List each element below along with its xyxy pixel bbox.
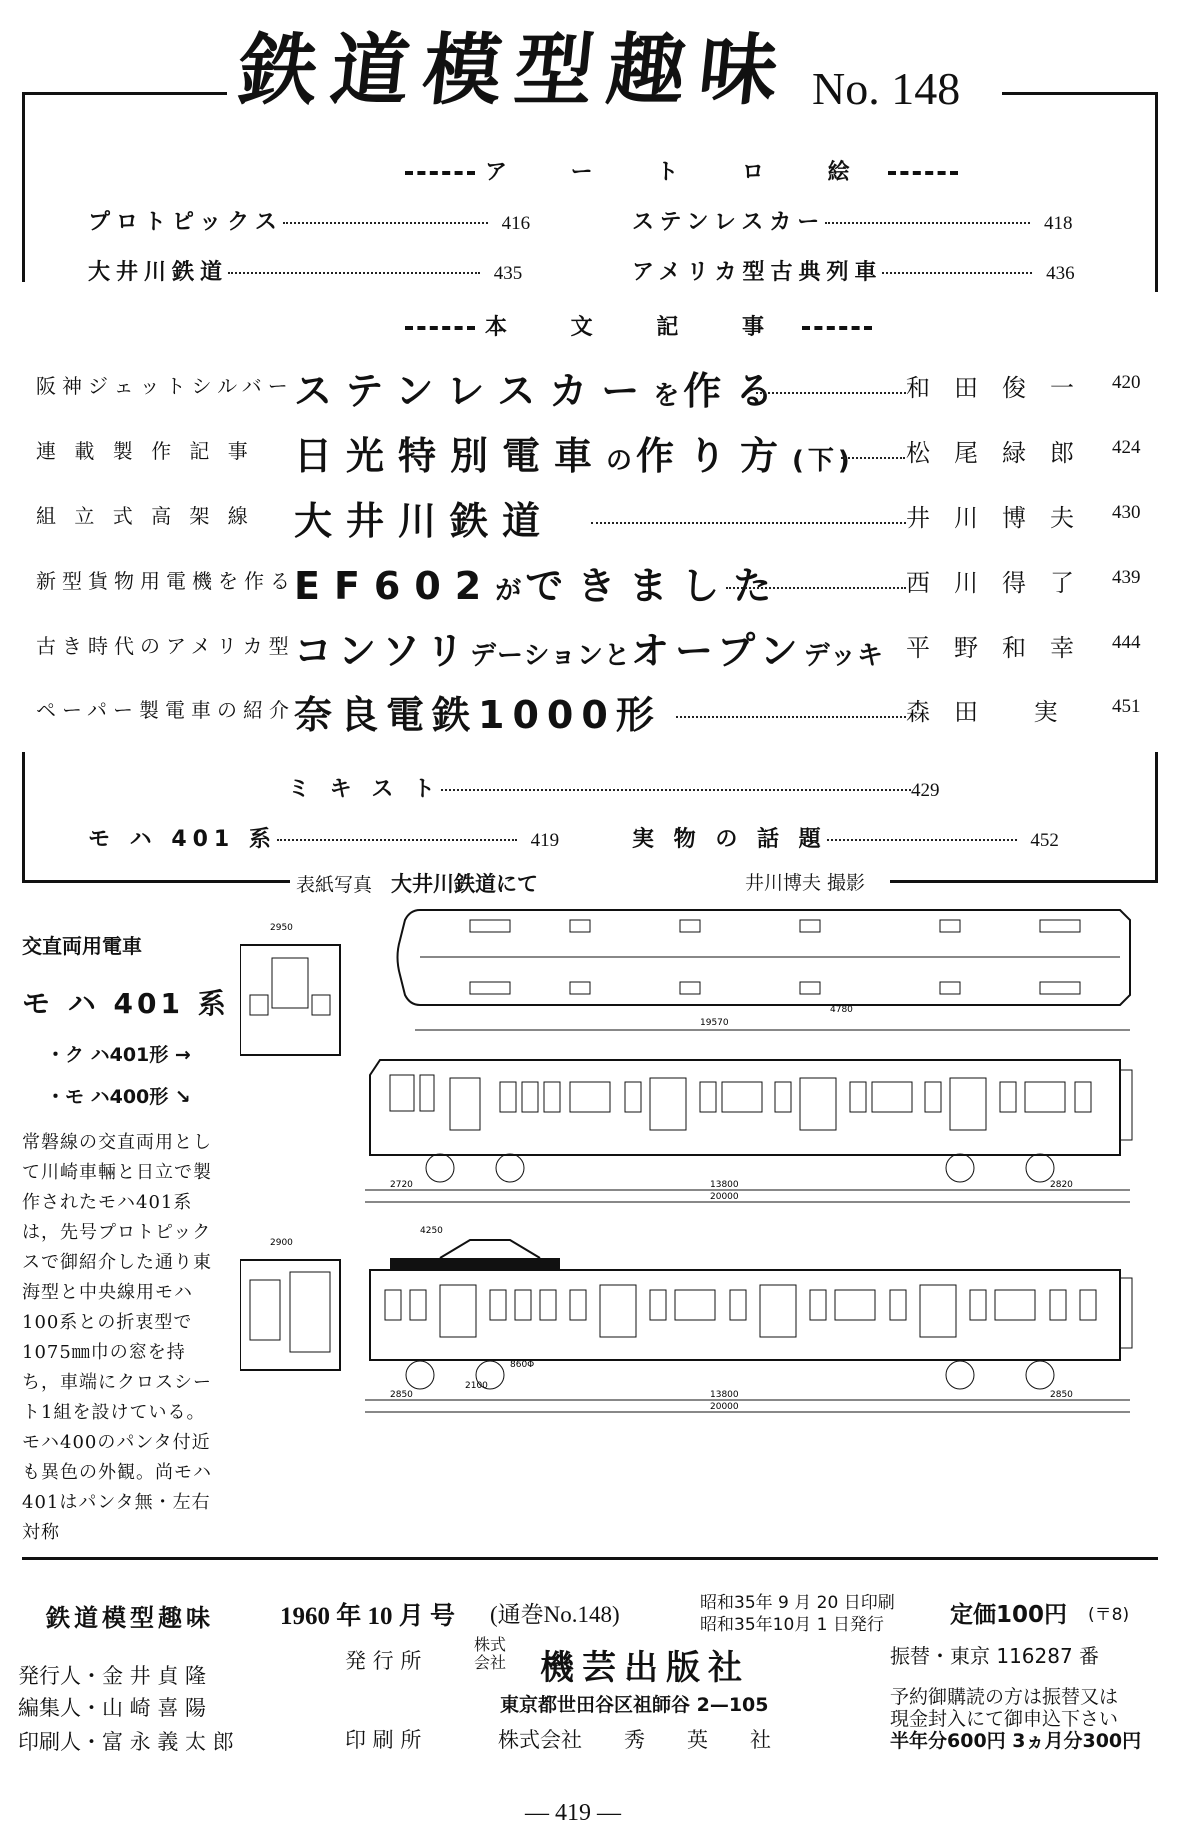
magazine-title: 鉄道模型趣味 [234,26,797,116]
colophon-divider [22,1557,1158,1560]
toc-misc-item[interactable]: ミ キ ス ト 429 [288,777,940,802]
frame-right-lower [1155,752,1158,882]
article-kicker: 古き時代のアメリカ型 [36,634,295,658]
dim-wheelbase: 2100 [465,1381,488,1391]
dim-end4: 2850 [1050,1390,1073,1400]
feature-sub-kuha: ・ク ハ401形 → [46,1044,191,1066]
article-author: 森田 実 [906,698,1082,726]
article-row[interactable] [36,684,1156,744]
colophon-printer: 印刷人・富 永 義 太 郎 [18,1730,234,1754]
colophon-company-prefix: 株式会社 [474,1635,507,1672]
dim-overall: 20000 [710,1192,739,1202]
article-title: コンソリデーションとオープンデッキ [294,629,885,673]
article-author: 西川得了 [906,569,1098,597]
feature-title: モ ハ 401 系 [22,987,230,1020]
art-section-heading: ア ー ト ロ 絵 [395,155,968,186]
frame-top-right [1002,92,1158,95]
article-row[interactable] [36,620,1156,680]
feature-body: 常磐線の交直両用として川崎車輛と日立で製作されたモハ401系は，先号プロトピックスで御紹介した通り東海型と中央線用モハ100系との折衷型で1075㎜巾の窓を持ち，車端にクロスシート1組を設けている。モハ400のパンタ付近も異色の外観。尚モハ401はパンタ無・左右対称 [22,1132,212,1543]
toc-art-item[interactable]: アメリカ型古典列車 436 [632,260,1075,285]
dim-end3: 2850 [390,1390,413,1400]
page-number: — 419 — [525,1800,621,1826]
article-kicker: 新型貨物用電機を作る [36,569,296,593]
article-row[interactable] [36,490,1156,550]
colophon-company: 機芸出版社 [540,1648,750,1688]
article-page: 420 [1112,372,1141,393]
dim-width2: 2900 [270,1238,293,1248]
article-row[interactable] [36,425,1156,485]
article-author: 井川博夫 [906,504,1098,532]
colophon-issued: 昭和35年10月 1 日発行 [700,1615,884,1635]
dim-overall2: 20000 [710,1402,739,1412]
toc-art-item[interactable]: ステンレスカー 418 [632,210,1073,235]
dim-section: 4780 [830,1005,853,1015]
issue-number: No. 148 [812,63,961,114]
colophon-office-label: 発 行 所 [345,1649,422,1673]
article-page: 451 [1112,696,1141,717]
colophon-publisher: 発行人・金 井 貞 隆 [18,1664,207,1688]
frame-left-lower [22,752,25,882]
colophon-subscribe-3: 半年分600円 3ヵ月分300円 [890,1730,1142,1752]
cover-photographer: 井川博夫 撮影 [745,872,866,894]
articles-section-heading: 本 文 記 事 [395,310,882,341]
dim-width: 2950 [270,923,293,933]
article-kicker: 阪神ジェットシルバー [36,374,294,398]
plan-view [398,910,1131,1030]
colophon-account: 振替・東京 116287 番 [890,1644,1100,1668]
side-view-moha [240,1226,1132,1412]
article-title: ステンレスカーを作る [294,369,788,413]
colophon-edition: 1960 年 10 月 号 [280,1603,456,1630]
article-page: 424 [1112,437,1141,458]
colophon-editor: 編集人・山 崎 喜 陽 [18,1696,207,1720]
dim-bogie2: 13800 [710,1390,739,1400]
article-author: 和田俊一 [906,374,1098,402]
colophon-press-name: 株式会社 秀 英 社 [498,1728,771,1752]
colophon-subscribe-2: 現金封入にて御申込下さい [890,1708,1119,1730]
colophon-volume: (通巻No.148) [490,1602,620,1627]
frame-top-left [22,92,227,95]
toc-art-item[interactable]: プロトピックス 416 [88,210,531,235]
article-author: 平野和幸 [906,634,1098,662]
colophon-printed: 昭和35年 9 月 20 日印刷 [700,1593,895,1613]
dim-end2: 2820 [1050,1180,1073,1190]
dim-length: 19570 [700,1018,729,1028]
article-author: 松尾緑郎 [906,439,1098,467]
dim-end: 2720 [390,1180,413,1190]
colophon-address: 東京都世田谷区祖師谷 2—105 [500,1694,769,1716]
toc-art-item[interactable]: 大井川鉄道 435 [88,260,523,285]
cover-credit: 表紙写真 大井川鉄道にて [296,872,539,896]
article-row[interactable] [36,555,1156,615]
article-row[interactable] [36,360,1156,420]
dim-wheel: 860Φ [510,1360,535,1370]
article-title: EF602ができました [294,564,786,608]
feature-sub-moha: ・モ ハ400形 ↘ [46,1086,191,1108]
frame-left-upper [22,92,25,282]
article-title: 日光特別電車の作り方(下) [294,434,854,478]
frame-bottom-left [22,880,290,883]
frame-right-upper [1155,92,1158,292]
colophon-subscribe-1: 予約御購読の方は振替又は [890,1686,1119,1708]
article-kicker: 組 立 式 高 架 線 [36,504,254,528]
colophon-postage: (〒8) [1088,1605,1130,1625]
toc-misc-item[interactable]: 実 物 の 話 題 452 [632,827,1059,852]
dim-panta: 4250 [420,1226,443,1236]
colophon-press-label: 印 刷 所 [345,1728,422,1752]
article-page: 430 [1112,502,1141,523]
train-drawing [240,900,1170,1540]
frame-bottom-right [890,880,1158,883]
article-page: 439 [1112,567,1141,588]
toc-misc-item[interactable]: モ ハ 401 系 419 [88,827,560,852]
dim-bogie: 13800 [710,1180,739,1190]
colophon-magazine: 鉄道模型趣味 [46,1604,214,1632]
side-view-kuha [240,923,1132,1202]
article-kicker: ペーパー製電車の紹介 [36,698,295,722]
article-page: 444 [1112,632,1141,653]
article-title: 奈良電鉄1000形 [294,693,662,737]
feature-category: 交直両用電車 [22,934,142,958]
article-title: 大井川鉄道 [294,499,555,543]
colophon-price: 定価100円 [950,1602,1068,1628]
article-kicker: 連 載 製 作 記 事 [36,439,254,463]
